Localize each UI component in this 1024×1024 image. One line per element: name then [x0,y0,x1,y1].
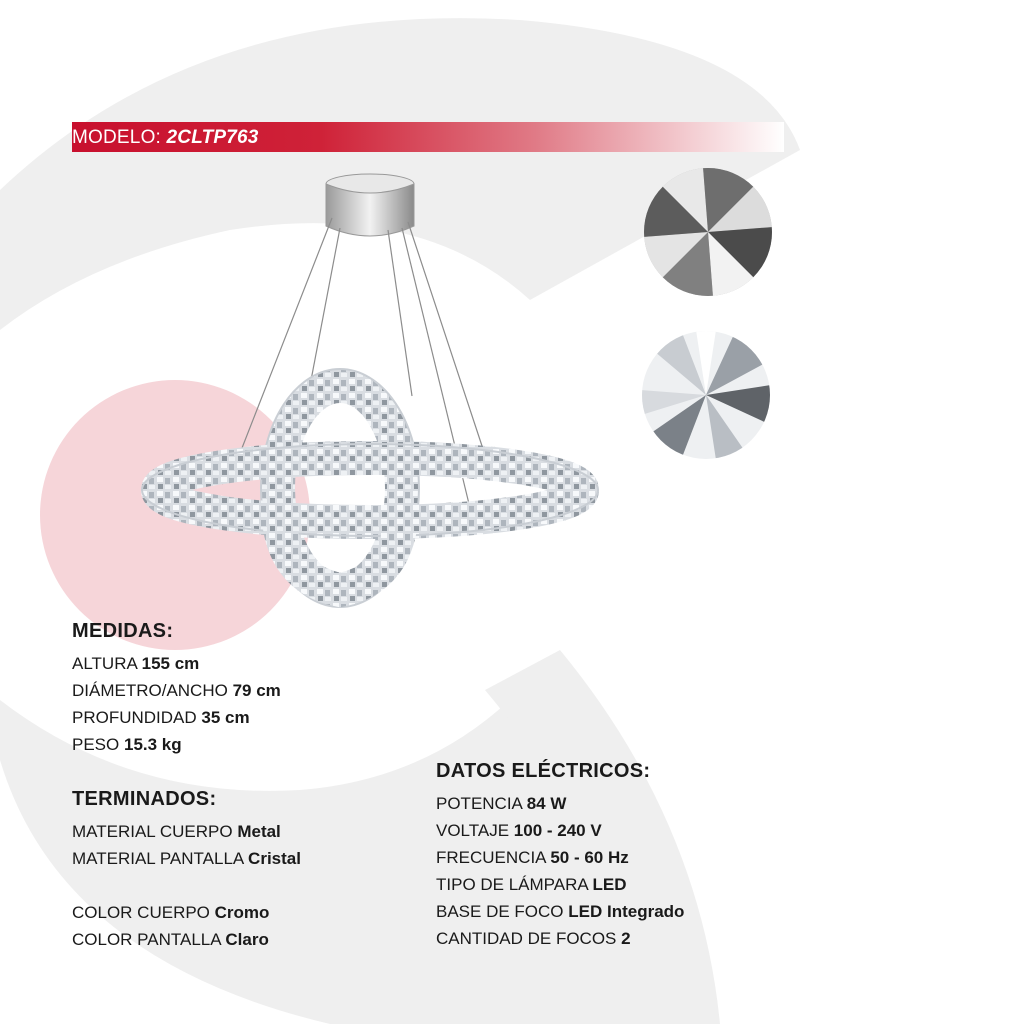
spec-row: ALTURA 155 cm [72,654,200,673]
spec-row: DIÁMETRO/ANCHO 79 cm [72,681,281,700]
spec-row: COLOR PANTALLA Claro [72,930,269,949]
electricos-heading: DATOS ELÉCTRICOS: [436,760,651,782]
spec-row: TIPO DE LÁMPARA LED [436,875,627,894]
spec-row: PROFUNDIDAD 35 cm [72,708,250,727]
crystal-swatch-image [641,330,771,460]
spec-row: MATERIAL CUERPO Metal [72,822,281,841]
model-code: 2CLTP763 [166,127,259,148]
terminados-list [72,818,301,953]
spec-row: COLOR CUERPO Cromo [72,903,270,922]
spec-row: BASE DE FOCO LED Integrado [436,902,685,921]
medidas-heading: MEDIDAS: [72,620,174,642]
electricos-list [436,790,684,952]
spec-row: FRECUENCIA 50 - 60 Hz [436,848,629,867]
model-label [72,124,259,152]
spec-row: PESO 15.3 kg [72,735,182,754]
spec-row: MATERIAL PANTALLA Cristal [72,849,301,868]
spec-row: CANTIDAD DE FOCOS 2 [436,929,631,948]
model-prefix: MODELO: [72,127,162,148]
terminados-heading: TERMINADOS: [72,788,217,810]
spec-row: VOLTAJE 100 - 240 V [436,821,602,840]
spec-row: POTENCIA 84 W [436,794,567,813]
medidas-list [72,650,281,758]
chandelier-image [140,168,600,608]
chrome-swatch-image [643,167,773,297]
